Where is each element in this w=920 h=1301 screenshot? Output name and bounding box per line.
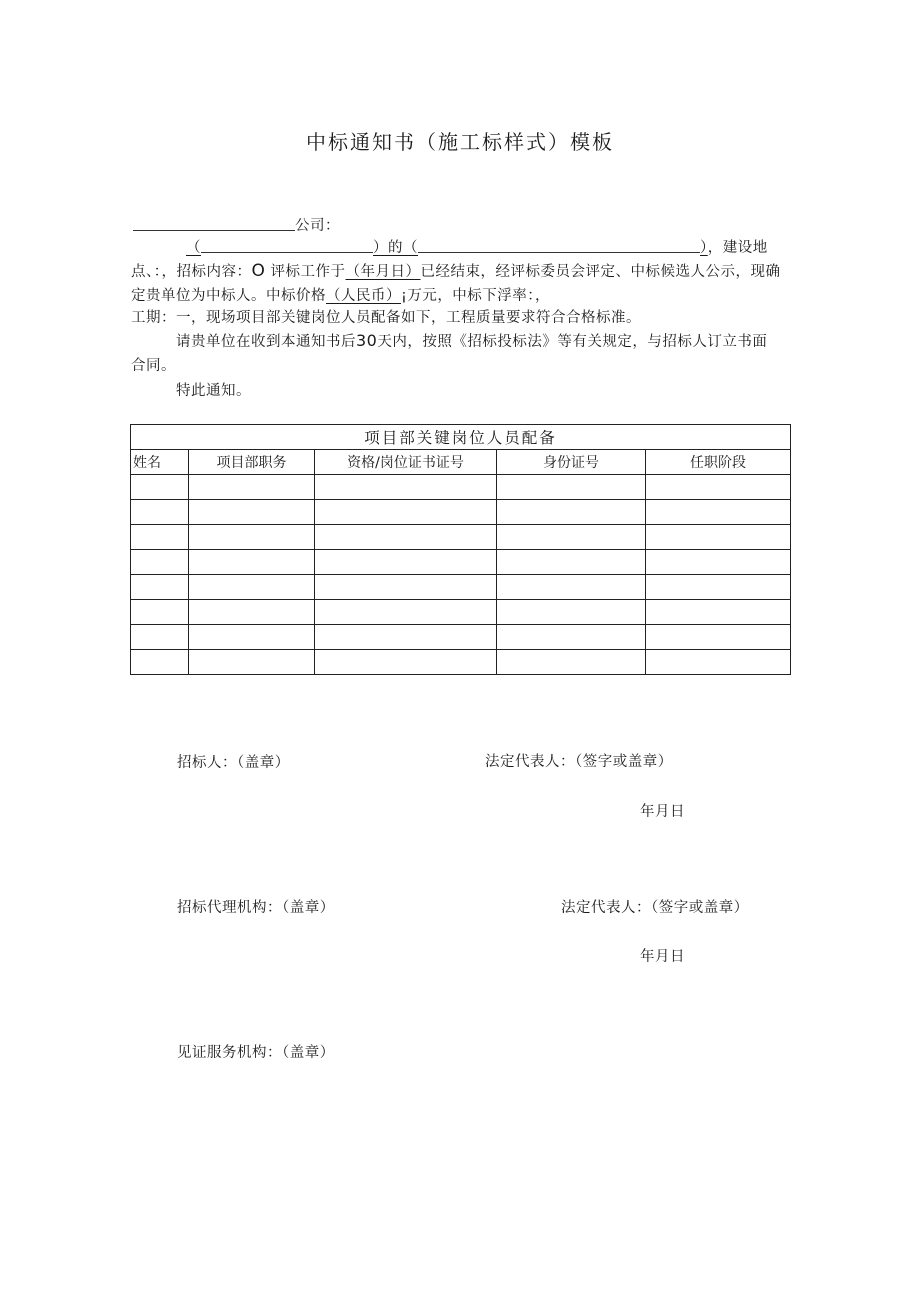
price-rmb: （人民币） [326,288,401,304]
table-row [131,525,791,550]
table-cell[interactable] [189,575,315,600]
signature-date-1: 年月日 [640,804,685,820]
table-row [131,600,791,625]
price-tail: ¡万元，中标下浮率：， [401,288,551,304]
table-cell[interactable] [131,550,189,575]
table-row [131,625,791,650]
notice-closing: 特此通知。 [176,383,251,399]
table-cell[interactable] [131,600,189,625]
company-line [133,214,340,235]
table-cell[interactable] [315,525,497,550]
staff-table-header-cell: 资格/岗位证书证号 [315,450,497,475]
table-cell[interactable] [646,650,791,675]
table-cell[interactable] [189,650,315,675]
staff-table-header-cell: 身份证号 [497,450,646,475]
table-cell[interactable] [646,525,791,550]
table-cell[interactable] [497,625,646,650]
table-cell[interactable] [131,500,189,525]
bid-content-label: 点、：，招标内容： [131,264,252,280]
tenderer-name-blank[interactable] [201,237,373,253]
table-cell[interactable] [497,575,646,600]
company-name-blank[interactable] [133,215,295,231]
tenderer-seal: 招标人：（盖章） [177,755,290,771]
witness-seal: 见证服务机构：（盖章） [177,1045,335,1061]
duration-line: 工期：一，现场项目部关键岗位人员配备如下，工程质量要求符合合格标准。 [131,310,641,326]
staff-table-header [131,450,791,475]
table-row [131,475,791,500]
page-title: 中标通知书（施工标样式）模板 [306,130,614,154]
table-cell[interactable] [189,600,315,625]
staff-table-caption: 项目部关键岗位人员配备 [131,425,791,450]
legal-rep-signature-1: 法定代表人：（签字或盖章） [485,754,673,770]
table-cell[interactable] [497,525,646,550]
table-cell[interactable] [646,500,791,525]
table-row [131,650,791,675]
table-cell[interactable] [131,650,189,675]
price-line [131,284,550,305]
table-cell[interactable] [497,600,646,625]
table-cell[interactable] [315,600,497,625]
table-cell[interactable] [131,575,189,600]
project-mid: ）的（ [373,240,418,256]
contract-days: 30 [356,331,378,350]
table-cell[interactable] [646,550,791,575]
project-line [186,236,768,257]
table-cell[interactable] [189,625,315,650]
table-cell[interactable] [131,525,189,550]
staff-table-body [131,475,791,675]
table-cell[interactable] [497,550,646,575]
evaluation-line [131,260,781,281]
staff-table [130,424,791,675]
contract-line-end: 合同。 [131,358,176,374]
agency-seal: 招标代理机构：（盖章） [177,900,335,916]
table-cell[interactable] [646,475,791,500]
bid-content-value: O [251,261,266,281]
table-row [131,550,791,575]
table-cell[interactable] [646,625,791,650]
table-row [131,575,791,600]
contract-line [176,330,767,351]
table-cell[interactable] [646,600,791,625]
table-row [131,500,791,525]
company-suffix: 公司： [295,218,340,234]
table-cell[interactable] [315,650,497,675]
table-cell[interactable] [497,650,646,675]
table-cell[interactable] [315,625,497,650]
winner-text: 定贵单位为中标人。中标价格 [131,288,326,304]
table-cell[interactable] [131,625,189,650]
legal-rep-signature-2: 法定代表人：（签字或盖章） [561,900,749,916]
table-cell[interactable] [131,475,189,500]
table-cell[interactable] [315,500,497,525]
evaluation-date: （年月日） [345,264,421,280]
project-close-paren: ） [700,240,708,256]
evaluation-result-text: 已经结束，经评标委员会评定、中标候选人公示，现确 [420,264,781,280]
staff-table-header-cell: 任职阶段 [646,450,791,475]
table-cell[interactable] [315,550,497,575]
contract-text-a: 请贵单位在收到本通知书后 [176,334,356,350]
contract-text-b: 天内，按照《招标投标法》等有关规定，与招标人订立书面 [377,334,768,350]
staff-table-header-cell: 姓名 [131,450,189,475]
table-cell[interactable] [315,575,497,600]
table-cell[interactable] [189,525,315,550]
table-cell[interactable] [497,500,646,525]
table-cell[interactable] [315,475,497,500]
table-cell[interactable] [497,475,646,500]
table-cell[interactable] [189,500,315,525]
project-open-paren: （ [186,240,201,256]
signature-date-2: 年月日 [640,949,685,965]
project-tail: ，建设地 [707,240,768,256]
table-cell[interactable] [646,575,791,600]
staff-table-header-cell: 项目部职务 [189,450,315,475]
evaluation-text: 评标工作于 [265,264,346,280]
table-cell[interactable] [189,550,315,575]
table-cell[interactable] [189,475,315,500]
project-name-blank[interactable] [418,237,700,253]
